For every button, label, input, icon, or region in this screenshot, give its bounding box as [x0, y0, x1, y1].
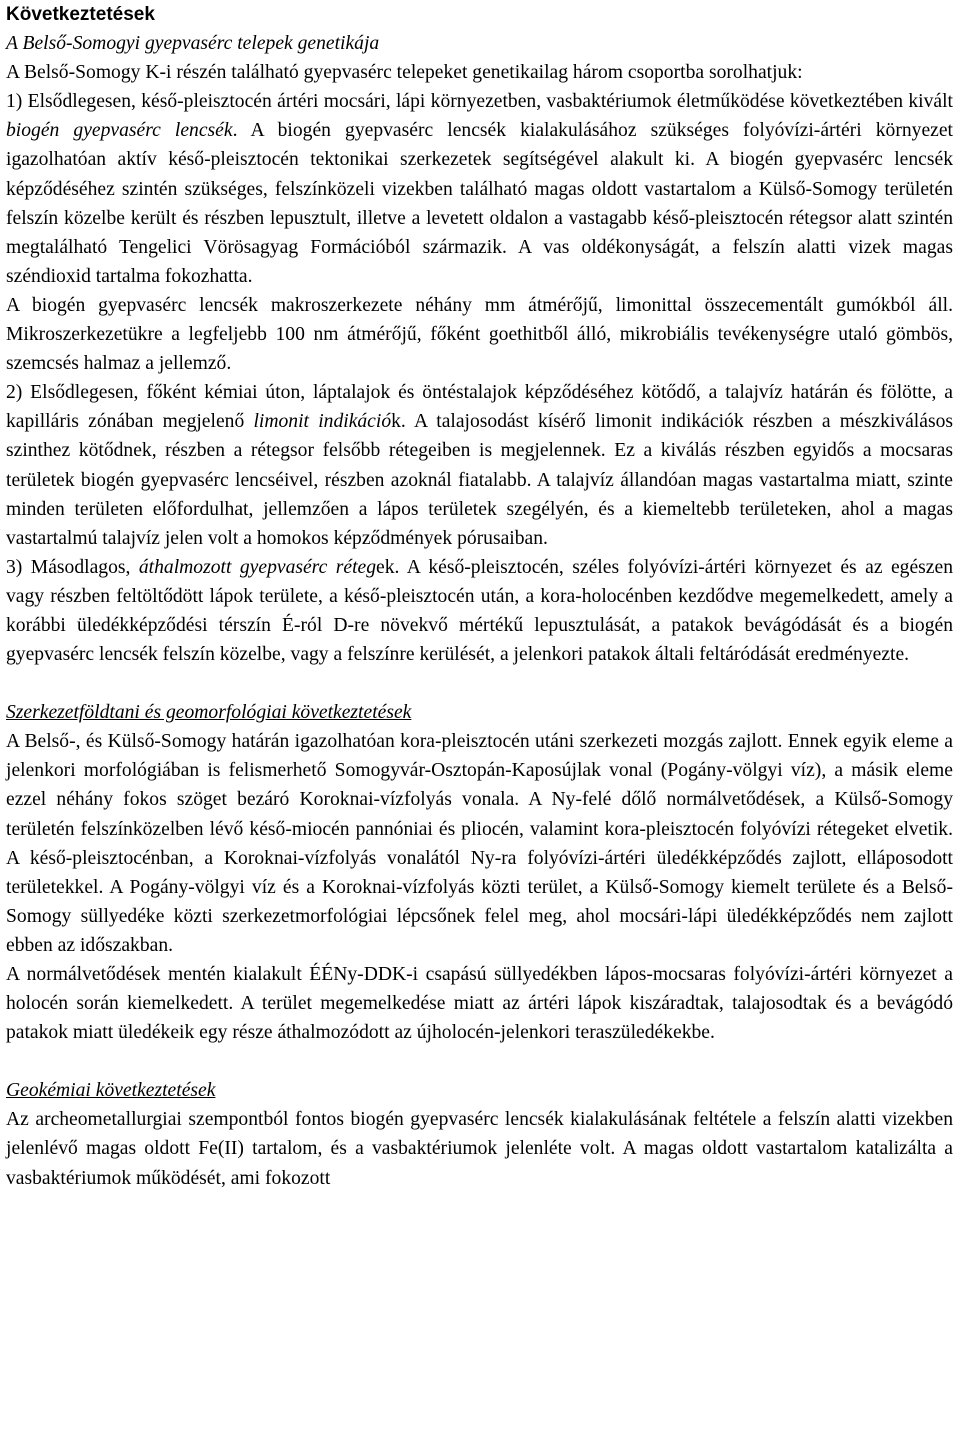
paragraph-group-1: [6, 87, 953, 291]
paragraph-macrostructure: A biogén gyepvasérc lencsék makroszerkezete néhány mm átmérőjű, limonittal összecementált gumókból áll. Mikroszerkezetükre a legfeljebb 100 nm átmérőjű, főként goethitből álló, mikrobiális tevékenységre utaló gömbös, szemcsés halmaz a jellemző.: [6, 294, 953, 375]
term-limonite-indication: limonit indikáció: [253, 411, 392, 433]
text-segment: k. A talajosodást kísérő limonit indikációk részben a mészkiválásos szinthez kötődnek, részben a rétegsor felsőbb rétegeiben is megjelennek. Ez a kiválás részben egyidős a mocsaras területek biogén gyepvasérc lencséivel, részben azoknál fiatalabb. A talajvíz állandóan magas vastartalma miatt, szinte minden területen előfordulhat, jellemzően a lápos területek szegélyén, és a kiemeltebb területeken, ahol a magas vastartalmú talajvíz jelen volt a homokos képződmények pórusaiban.: [6, 411, 953, 549]
paragraph-group-2: [6, 378, 953, 553]
paragraph-geochemical-1: Az archeometallurgiai szempontból fontos biogén gyepvasérc lencsék kialakulásának feltétele a felszín alatti vizekben jelenlévő magas oldott Fe(II) tartalom, és a vasbaktériumok jelenléte volt. A magas oldott vastartalom katalizálta a vasbaktériumok működését, ami fokozott: [6, 1109, 953, 1189]
text-segment: ek. A késő-pleisztocén, széles folyóvízi-ártéri környezet és az egészen vagy részben feltöltődött lápok területe, a késő-pleisztocén után, a kora-holocénben kezdődve megemelkedett, amely a korábbi üledékképződési térszín É-ról D-re növekvő mértékű lepusztulását, a patakok bevágódását és a biogén gyepvasérc lencsék felszín közelbe, vagy a felszínre kerülését, a jelenkori patakok általi feltáródását eredményezte.: [6, 556, 953, 666]
paragraph-group-3: [6, 553, 953, 669]
text-segment: 2) Elsődlegesen, főként kémiai úton, láptalajok és öntéstalajok képződéséhez kötődő, a talajvíz határán és fölötte, a kapilláris zónában megjelenő: [6, 382, 953, 433]
paragraph-structural-1: A Belső-, és Külső-Somogy határán igazolhatóan kora-pleisztocén utáni szerkezeti mozgás zajlott. Ennek egyik eleme a jelenkori morfológiában is felismerhető Somogyvár-Osztopán-Kaposújlak vonal (Pogány-völgyi víz), a másik eleme ezzel néhány fokos szöget bezáró Koroknai-vízfolyás vonala. A Ny-felé dőlő normálvetődések, a Külső-Somogy területén felszínközelben lévő késő-miocén pannóniai és pliocén, valamint kora-pleisztocén folyóvízi rétegeket elvetik. A késő-pleisztocénban, a Koroknai-vízfolyás vonalától Ny-ra folyóvízi-ártéri üledékképződés zajlott, elláposodott területekkel. A Pogány-völgyi víz és a Koroknai-vízfolyás közti terület, a Külső-Somogy kiemelt területe és a Belső-Somogy süllyedéke közti szerkezetmorfológiai lépcsőnek felel meg, ahol mocsári-lápi üledékképződés nem zajlott ebben az időszakban.: [6, 731, 953, 956]
text-segment: 3) Másodlagos,: [6, 556, 139, 578]
section-heading-genetics: A Belső-Somogyi gyepvasérc telepek genetikája: [6, 33, 380, 55]
section-heading-structural: Szerkezetföldtani és geomorfológiai következtetések: [6, 702, 412, 724]
section-spacer: [6, 669, 953, 698]
section-heading-geochemical: Geokémiai következtetések: [6, 1080, 216, 1102]
term-biogenic-lenses: biogén gyepvasérc lencsék: [6, 120, 233, 142]
term-redeposited-layer: áthalmozott gyepvasérc réteg: [138, 556, 377, 578]
paragraph-structural-2: A normálvetődések mentén kialakult ÉÉNy-DDK-i csapású süllyedékben lápos-mocsaras folyóvízi-ártéri környezet a holocén során kiemelkedett. A terület megemelkedése miatt az ártéri lápok kiszáradtak, talajosodtak és a bevágódó patakok miatt üledékeik egy része áthalmozódott az újholocén-jelenkori teraszüledékekbe.: [6, 964, 953, 1044]
paragraph-intro: A Belső-Somogy K-i részén található gyepvasérc telepeket genetikailag három csoportba sorolhatjuk:: [6, 62, 803, 84]
section-spacer: [6, 1047, 953, 1076]
text-segment: 1) Elsődlegesen, késő-pleisztocén ártéri mocsári, lápi környezetben, vasbaktériumok életműködése következtében kivált: [6, 91, 953, 113]
text-segment: . A biogén gyepvasérc lencsék kialakulásához szükséges folyóvízi-ártéri környezet igazolhatóan aktív késő-pleisztocén tektonikai szerkezetek segítségével alakult ki. A biogén gyepvasérc lencsék képződéséhez szintén szükséges, felszínközeli vizekben található magas oldott vastartalom a Külső-Somogy területén felszín közelbe került és részben lepusztult, illetve a levetett oldalon a vastagabb késő-pleisztocén rétegsor alatt szintén megtalálható Tengelici Vörösagyag Formációból származik. A vas oldékonyságát, a felszín alatti vizek magas széndioxid tartalma fokozhatta.: [6, 120, 953, 287]
page-title: Következtetések: [6, 4, 155, 25]
